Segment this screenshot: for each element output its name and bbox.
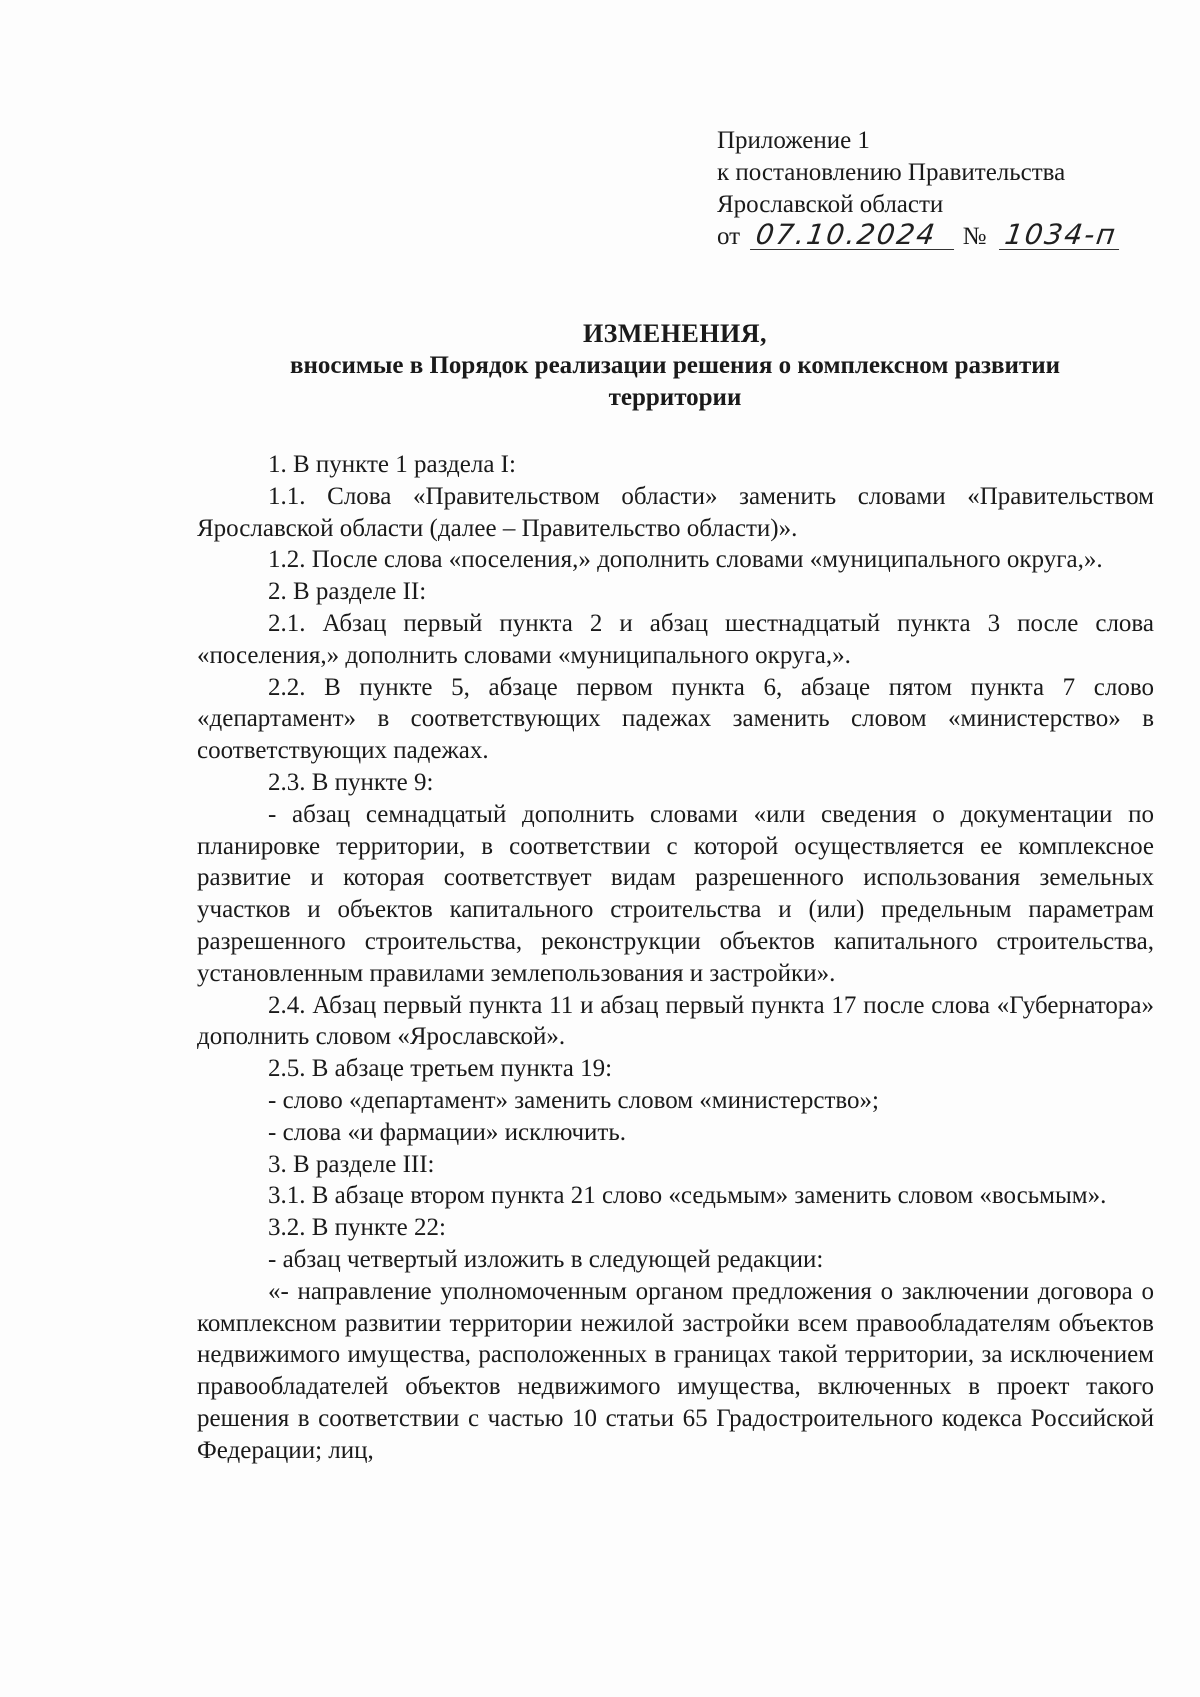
paragraph: - слова «и фармации» исключить. [268, 1118, 626, 1146]
paragraph: 3.2. В пункте 22: [268, 1214, 446, 1242]
annex-region-line: Ярославской области [717, 191, 944, 218]
paragraph: 2.4. Абзац первый пункта 11 и абзац первый пункта 17 после слова «Губернатора» дополнить словом «Ярославской». [197, 991, 1154, 1051]
paragraph: «- направление уполномоченным органом предложения о заключении договора о комплексном развитии территории нежилой застройки всем правообладателям объектов недвижимого имущества, расположенных в границах такой территории, за исключением правообладателей объектов недвижимого имущества, включенных в проект такого решения в соответствии с частью 10 статьи 65 Градостроительного кодекса Российской Федерации; лиц, [197, 1277, 1154, 1464]
from-label: от [717, 223, 741, 250]
annex-date-number-line [717, 218, 1157, 253]
paragraph: 1.2. После слова «поселения,» дополнить словами «муниципального округа,». [268, 546, 1103, 574]
handwritten-number: 1034-п [999, 221, 1123, 250]
annex-title: Приложение 1 [717, 127, 870, 154]
paragraph: 3.1. В абзаце втором пункта 21 слово «седьмым» заменить словом «восьмым». [268, 1182, 1107, 1210]
paragraph: 3. В разделе III: [268, 1150, 435, 1178]
paragraph: - абзац четвертый изложить в следующей редакции: [268, 1245, 824, 1273]
document-body [197, 449, 1154, 1467]
annex-header [717, 125, 1157, 253]
handwritten-date: 07.10.2024 [750, 221, 958, 250]
document-title [200, 318, 1150, 414]
paragraph: 2. В разделе II: [268, 578, 427, 606]
title-main: ИЗМЕНЕНИЯ, [582, 319, 768, 348]
paragraph: 2.5. В абзаце третьем пункта 19: [268, 1055, 613, 1083]
paragraph: 2.3. В пункте 9: [268, 768, 434, 796]
paragraph: - абзац семнадцатый дополнить словами «или сведения о документации по планировке территории, в соответствии с которой осуществляется ее комплексное развитие и которая соответствует видам разрешенного использования земельных участков и объектов капитального строительства и (или) предельным параметрам разрешенного строительства, реконструкции объектов капитального строительства, установленным правилами землепользования и застройки». [197, 800, 1154, 987]
number-label: № [962, 223, 987, 250]
paragraph: 2.1. Абзац первый пункта 2 и абзац шестнадцатый пункта 3 после слова «поселения,» дополнить словами «муниципального округа,». [197, 609, 1154, 669]
title-subtitle-line2: территории [608, 384, 742, 411]
title-subtitle-line1: вносимые в Порядок реализации решения о комплексном развитии [289, 352, 1061, 379]
paragraph: 2.2. В пункте 5, абзаце первом пункта 6, абзаце пятом пункта 7 слово «департамент» в соответствующих падежах заменить словом «министерство» в соответствующих падежах. [197, 673, 1154, 765]
paragraph: 1. В пункте 1 раздела I: [268, 451, 516, 478]
paragraph: 1.1. Слова «Правительством области» заменить словами «Правительством Ярославской области (далее – Правительство области)». [197, 482, 1154, 542]
paragraph: - слово «департамент» заменить словом «министерство»; [268, 1086, 879, 1114]
annex-resolution-line: к постановлению Правительства [717, 159, 1066, 186]
